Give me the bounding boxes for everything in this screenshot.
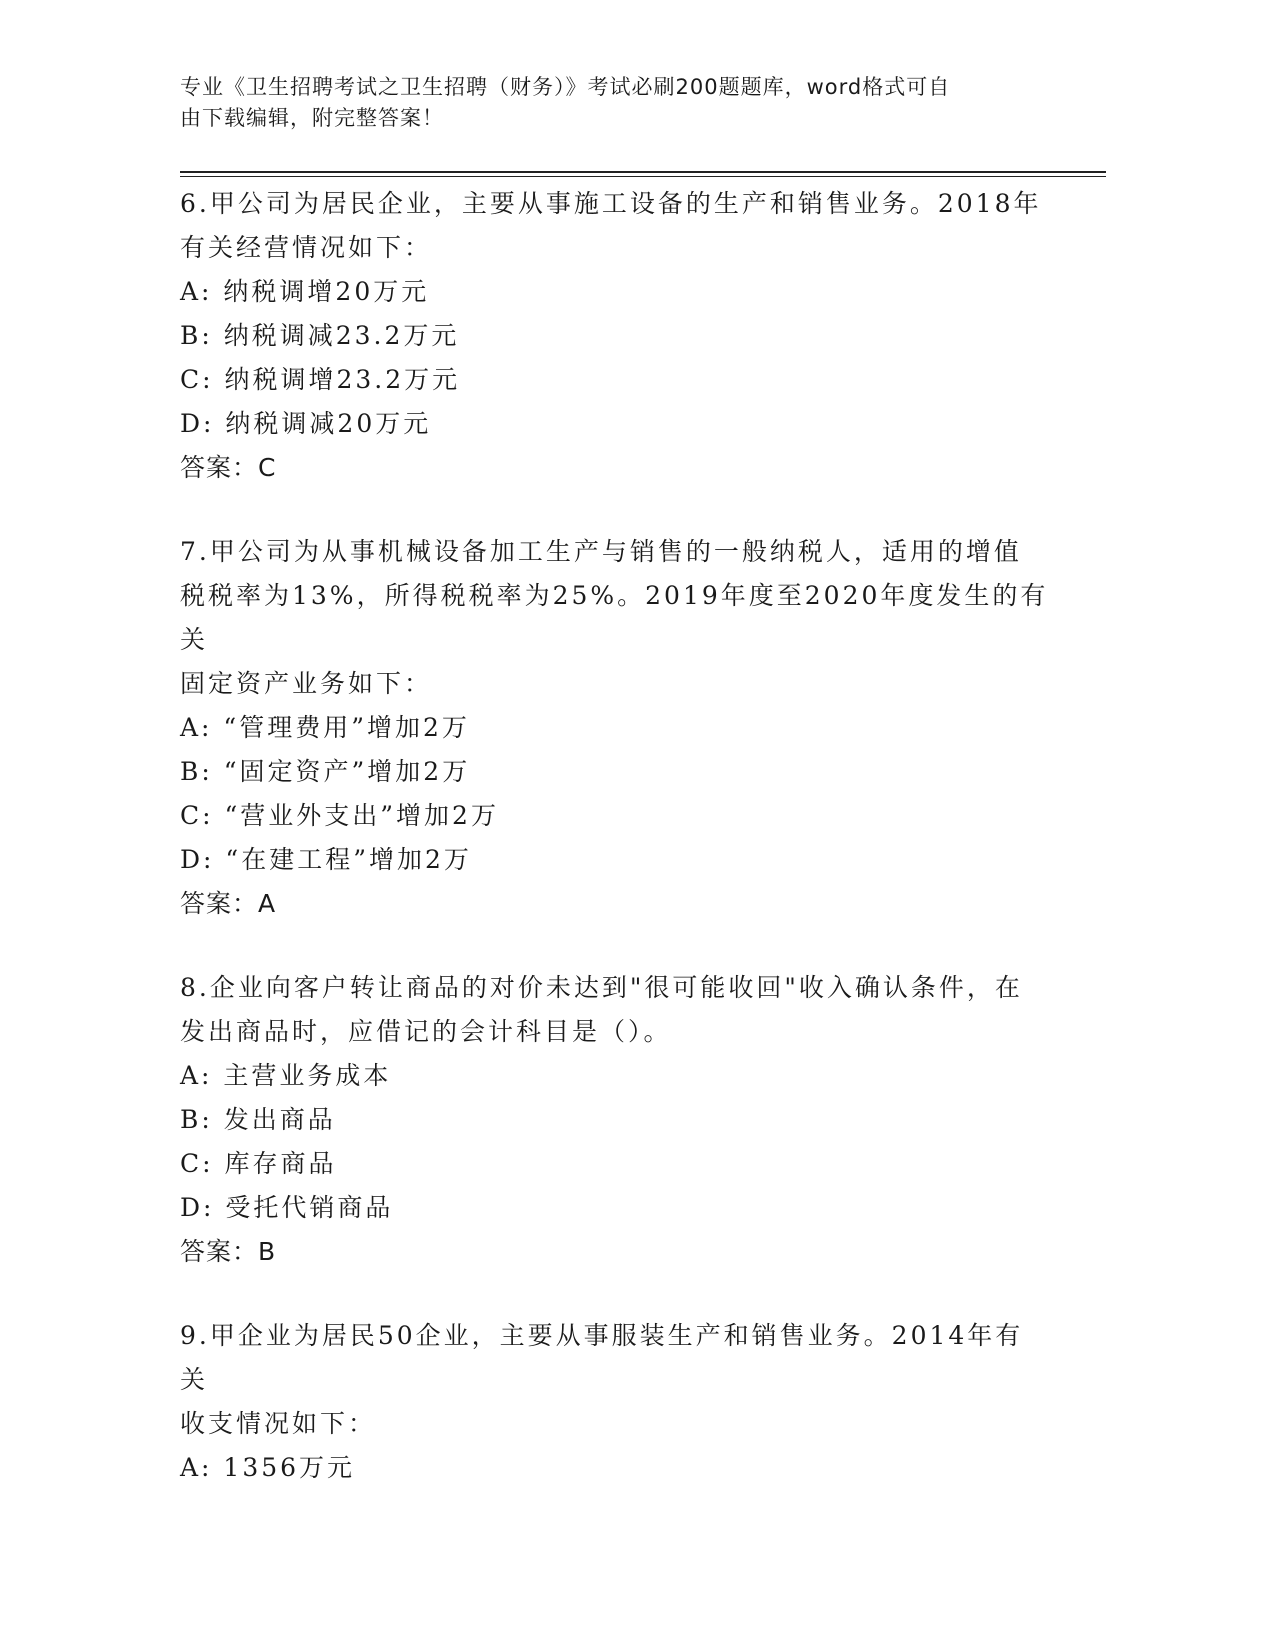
question-stem [180, 182, 1050, 270]
option-d: D: “在建工程”增加2万 [180, 845, 472, 874]
option-c: C: 纳税调增23.2万元 [180, 365, 461, 394]
stem-line: 发出商品时，应借记的会计科目是（）。 [180, 1017, 672, 1046]
option-a: A: “管理费用”增加2万 [180, 713, 470, 742]
question-7 [180, 530, 1050, 926]
answer: 答案：A [180, 889, 277, 918]
question-stem [180, 966, 1050, 1054]
question-8 [180, 966, 1050, 1274]
option-a: A: 1356万元 [180, 1453, 356, 1482]
question-6 [180, 182, 1050, 490]
document-header [180, 72, 1040, 134]
option-c: C: “营业外支出”增加2万 [180, 801, 499, 830]
stem-line: 6.甲公司为居民企业，主要从事施工设备的生产和销售业务。2018年 [180, 189, 1042, 218]
question-list [180, 182, 1050, 1530]
answer: 答案：B [180, 1237, 277, 1266]
stem-line: 7.甲公司为从事机械设备加工生产与销售的一般纳税人，适用的增值 [180, 537, 1022, 566]
header-line-2: 由下载编辑，附完整答案！ [180, 106, 444, 130]
stem-line: 收支情况如下： [180, 1409, 377, 1438]
stem-line: 税税率为13%，所得税税率为25%。2019年度至2020年度发生的有关 [180, 581, 1049, 654]
option-b: B: 发出商品 [180, 1105, 336, 1134]
option-b: B: “固定资产”增加2万 [180, 757, 471, 786]
stem-line: 有关经营情况如下： [180, 233, 433, 262]
stem-line: 8.企业向客户转让商品的对价未达到"很可能收回"收入确认条件，在 [180, 973, 1023, 1002]
header-line-1: 专业《卫生招聘考试之卫生招聘（财务）》考试必刷200题题库，word格式可自 [180, 75, 951, 99]
question-9 [180, 1314, 1050, 1490]
question-stem [180, 530, 1050, 706]
answer: 答案：C [180, 453, 277, 482]
header-rule-thick [180, 171, 1106, 173]
option-d: D: 纳税调减20万元 [180, 409, 432, 438]
question-stem [180, 1314, 1050, 1446]
option-c: C: 库存商品 [180, 1149, 337, 1178]
option-a: A: 纳税调增20万元 [180, 277, 430, 306]
option-a: A: 主营业务成本 [180, 1061, 392, 1090]
option-b: B: 纳税调减23.2万元 [180, 321, 460, 350]
option-d: D: 受托代销商品 [180, 1193, 394, 1222]
stem-line: 固定资产业务如下： [180, 669, 433, 698]
stem-line: 9.甲企业为居民50企业，主要从事服装生产和销售业务。2014年有关 [180, 1321, 1024, 1394]
header-rule-thin [180, 176, 1106, 177]
